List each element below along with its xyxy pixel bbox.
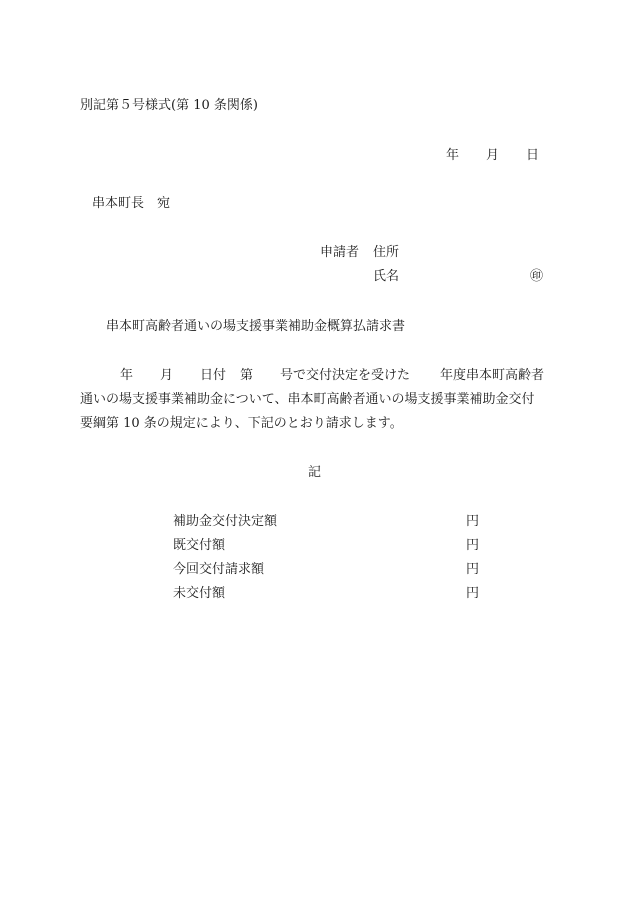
body-line-2: 通いの場支援事業補助金について、串本町高齢者通いの場支援事業補助金交付 bbox=[80, 392, 535, 407]
item-unit: 円 bbox=[466, 562, 480, 577]
body-line-1 bbox=[80, 368, 545, 384]
item-unit: 円 bbox=[466, 538, 480, 553]
date-day-label: 日 bbox=[526, 148, 540, 163]
ki-heading: 記 bbox=[308, 465, 322, 480]
addressee: 串本町長 宛 bbox=[92, 196, 171, 211]
item-label: 未交付額 bbox=[173, 586, 226, 601]
item-label: 今回交付請求額 bbox=[173, 562, 265, 577]
form-number: 別記第５号様式(第 10 条関係) bbox=[80, 98, 258, 113]
date-month-label: 月 bbox=[486, 148, 500, 163]
date-year-label: 年 bbox=[446, 148, 460, 163]
address-label: 住所 bbox=[373, 245, 400, 260]
applicant-label: 申請者 bbox=[320, 245, 360, 260]
document-title: 串本町高齢者通いの場支援事業補助金概算払請求書 bbox=[106, 319, 406, 334]
body-line-3: 要綱第 10 条の規定により、下記のとおり請求します。 bbox=[80, 416, 403, 431]
body-date-ref-label: 日付 bbox=[200, 368, 227, 383]
seal-mark: ㊞ bbox=[530, 269, 544, 284]
body-dai-label: 第 bbox=[240, 368, 254, 383]
item-unit: 円 bbox=[466, 514, 480, 529]
name-label: 氏名 bbox=[373, 269, 400, 284]
item-unit: 円 bbox=[466, 586, 480, 601]
body-month-label: 月 bbox=[160, 368, 174, 383]
body-year-label: 年 bbox=[120, 368, 134, 383]
item-label: 既交付額 bbox=[173, 538, 226, 553]
body-decision-text: 号で交付決定を受けた bbox=[280, 368, 411, 383]
item-label: 補助金交付決定額 bbox=[173, 514, 278, 529]
body-fiscal-text: 年度串本町高齢者 bbox=[440, 368, 545, 383]
